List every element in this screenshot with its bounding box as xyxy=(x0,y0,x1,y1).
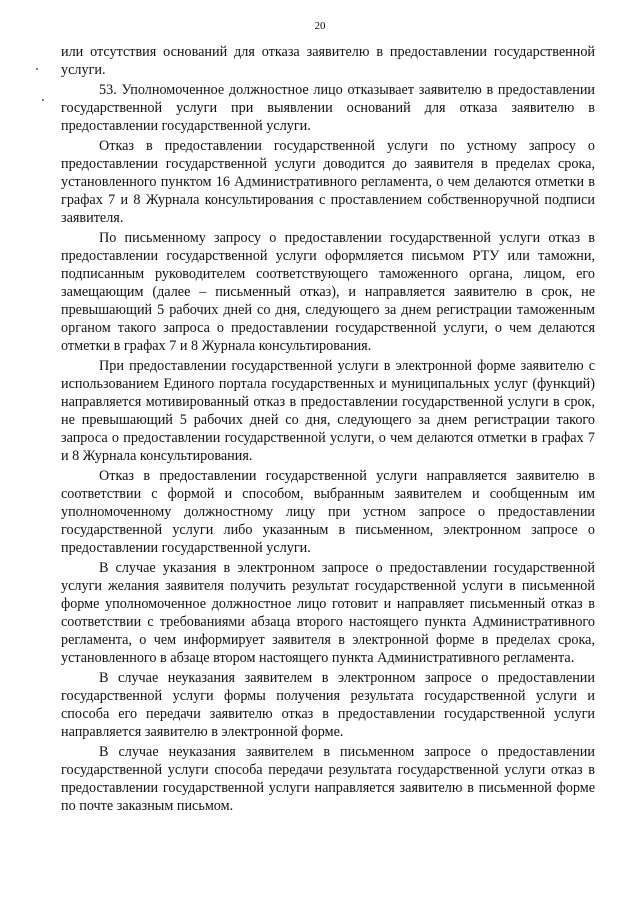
page-number: 20 xyxy=(314,20,326,32)
scan-speck xyxy=(36,68,38,70)
scan-speck xyxy=(42,99,44,101)
paragraph: По письменному запросу о предоставлении государственной услуги отказ в предоставлении государственной услуги оформляется письмом РТУ или таможни, подписанным руководителем соответствующего таможенного органа, лицом, его замещающим (далее – письменный отказ), и направляется заявителю в срок, не превышающий 5 рабочих дней со дня, следующего за днем регистрации таможенным органом такого запроса о предоставлении государственной услуги, о чем делаются отметки в графах 7 и 8 Журнала консультирования. xyxy=(61,230,595,354)
paragraph: 53. Уполномоченное должностное лицо отказывает заявителю в предоставлении государственной услуги при выявлении оснований для отказа заявителю в предоставлении государственной услуги. xyxy=(61,82,595,134)
paragraph: В случае неуказания заявителем в письменном запросе о предоставлении государственной услуги способа передачи результата государственной услуги отказ в предоставлении государственной услуги направляется заявителю в письменной форме по почте заказным письмом. xyxy=(61,744,595,814)
paragraph: Отказ в предоставлении государственной услуги по устному запросу о предоставлении государственной услуги доводится до заявителя в пределах срока, установленного пунктом 16 Административного регламента, о чем делаются отметки в графах 7 и 8 Журнала консультирования с проставлением собственноручной подписи заявителя. xyxy=(61,138,595,226)
paragraph: В случае указания в электронном запросе о предоставлении государственной услуги желания заявителя получить результат государственной услуги в письменной форме уполномоченное должностное лицо готовит и направляет письменный отказ в соответствии с требованиями абзаца второго настоящего пункта Административного регламента, о чем информирует заявителя в электронной форме в пределах срока, установленного в абзаце втором настоящего пункта Административного регламента. xyxy=(61,560,595,666)
paragraph: При предоставлении государственной услуги в электронной форме заявителю с использованием Единого портала государственных и муниципальных услуг (функций) направляется мотивированный отказ в предоставлении государственной услуги в срок, не превышающий 5 рабочих дней со дня, следующего за днем регистрации такого запроса о предоставлении государственной услуги, о чем делаются отметки в графах 7 и 8 Журнала консультирования. xyxy=(61,358,595,464)
paragraph: В случае неуказания заявителем в электронном запросе о предоставлении государственной услуги формы получения результата государственной услуги и способа его передачи заявителю отказ в предоставлении государственной услуги направляется заявителю в электронной форме. xyxy=(61,670,595,740)
paragraph: или отсутствия оснований для отказа заявителю в предоставлении государственной услуги. xyxy=(61,44,595,78)
document-body xyxy=(61,43,595,817)
paragraph: Отказ в предоставлении государственной услуги направляется заявителю в соответствии с формой и способом, выбранным заявителем и сообщенным им уполномоченному должностному лицу при устном запросе о предоставлении государственной услуги либо указанным в письменном, электронном запросе о предоставлении государственной услуги. xyxy=(61,468,595,556)
